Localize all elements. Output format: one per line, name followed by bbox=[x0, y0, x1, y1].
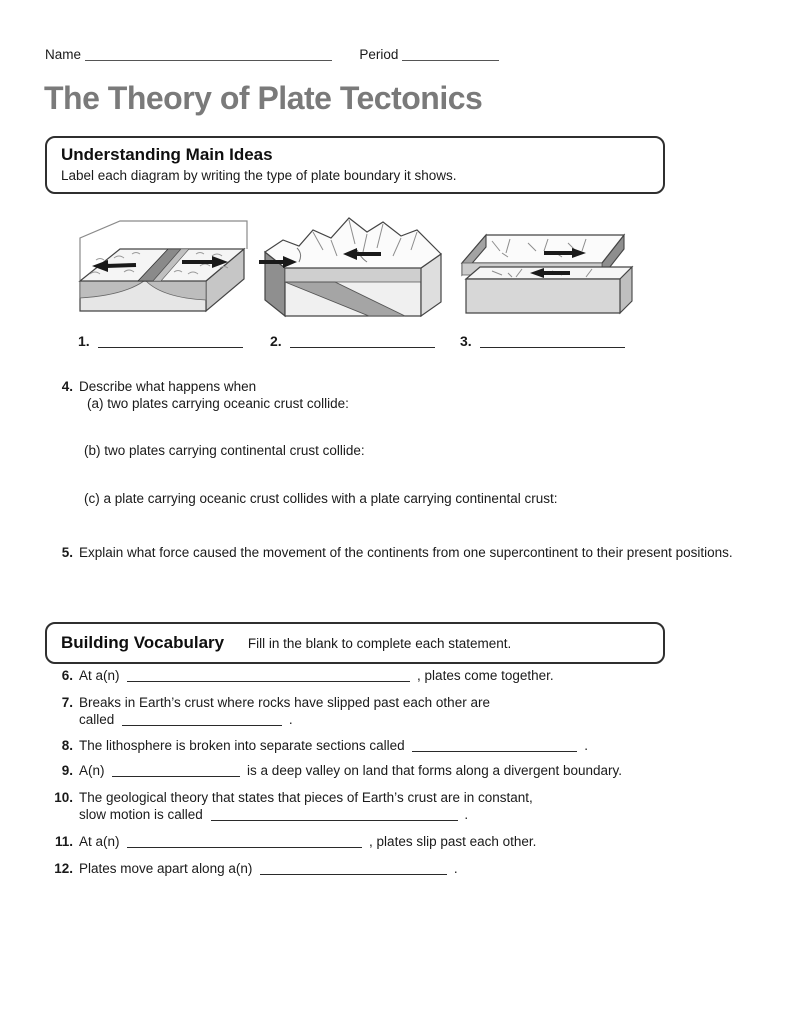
section-main-ideas-box bbox=[45, 136, 665, 194]
question-text: At a(n) bbox=[79, 834, 120, 849]
divergent-boundary-diagram bbox=[68, 216, 250, 323]
question-text: Breaks in Earth’s crust where rocks have slipped past each other are bbox=[79, 695, 490, 710]
name-period-row bbox=[45, 47, 745, 62]
section-main-ideas-heading: Understanding Main Ideas bbox=[61, 145, 273, 164]
question-number: 10. bbox=[54, 790, 73, 805]
period-label: Period bbox=[359, 47, 399, 62]
question-text: Describe what happens when bbox=[79, 379, 257, 394]
section-vocabulary-box bbox=[45, 622, 665, 664]
vocab-item-10 bbox=[45, 790, 760, 823]
answer-blank-12 bbox=[260, 863, 447, 875]
section-main-ideas-instructions: Label each diagram by writing the type of plate boundary it shows. bbox=[61, 168, 457, 183]
diagram-number: 1. bbox=[78, 333, 90, 349]
diagram-number: 3. bbox=[460, 333, 472, 349]
question-number: 8. bbox=[61, 738, 73, 753]
question-text: . bbox=[584, 738, 588, 753]
question-number: 9. bbox=[61, 763, 73, 778]
question-text: A(n) bbox=[79, 763, 105, 778]
transform-boundary-diagram bbox=[452, 227, 638, 320]
answer-blank-diagram-2 bbox=[290, 336, 435, 348]
question-text: Plates move apart along a(n) bbox=[79, 861, 253, 876]
question-text: . bbox=[464, 806, 469, 822]
answer-blank-7 bbox=[122, 714, 282, 726]
convergent-boundary-diagram bbox=[257, 210, 447, 325]
answer-blank-11 bbox=[127, 836, 362, 848]
question-4c-text: (c) a plate carrying oceanic crust collides with a plate carrying continental crust: bbox=[84, 491, 558, 506]
question-text: . bbox=[453, 861, 458, 876]
page-title: The Theory of Plate Tectonics bbox=[44, 80, 483, 116]
question-number: 11. bbox=[54, 834, 73, 849]
question-text: . bbox=[288, 711, 293, 727]
vocab-item-9 bbox=[45, 763, 760, 780]
vocab-item-7 bbox=[45, 695, 760, 728]
name-label: Name bbox=[45, 47, 82, 62]
answer-blank-diagram-3 bbox=[480, 336, 625, 348]
answer-blank-9 bbox=[112, 765, 240, 777]
question-4 bbox=[45, 379, 760, 412]
section-vocabulary-instructions: Fill in the blank to complete each statement. bbox=[247, 636, 512, 651]
diagram-label-2 bbox=[270, 333, 438, 349]
answer-blank-diagram-1 bbox=[98, 336, 243, 348]
question-number: 5. bbox=[61, 545, 73, 560]
question-text: The geological theory that states that pieces of Earth’s crust are in constant, bbox=[79, 790, 533, 805]
question-text: is a deep valley on land that forms along a divergent boundary. bbox=[247, 763, 623, 778]
diagram-label-3 bbox=[460, 333, 628, 349]
answer-blank-8 bbox=[412, 740, 577, 752]
question-number: 7. bbox=[61, 695, 73, 710]
question-text: , plates come together. bbox=[417, 668, 554, 683]
period-blank-line bbox=[402, 49, 499, 61]
question-4b-text: (b) two plates carrying continental crust collide: bbox=[84, 443, 365, 458]
vocab-item-6 bbox=[45, 668, 760, 685]
question-text: At a(n) bbox=[79, 668, 120, 683]
section-vocabulary-heading: Building Vocabulary bbox=[61, 633, 225, 652]
vocab-item-8 bbox=[45, 738, 760, 755]
answer-blank-10 bbox=[211, 809, 458, 821]
question-text: slow motion is called bbox=[79, 806, 203, 822]
question-text: called bbox=[79, 711, 115, 727]
vocab-item-12 bbox=[45, 861, 760, 878]
question-number: 4. bbox=[61, 379, 73, 394]
question-5 bbox=[45, 545, 760, 562]
diagram-label-1 bbox=[78, 333, 246, 349]
question-number: 6. bbox=[61, 668, 73, 683]
question-text: The lithosphere is broken into separate sections called bbox=[79, 738, 405, 753]
name-blank-line bbox=[85, 49, 332, 61]
question-number: 12. bbox=[54, 861, 73, 876]
answer-blank-6 bbox=[127, 670, 410, 682]
vocab-item-11 bbox=[45, 834, 760, 851]
question-4a-text: (a) two plates carrying oceanic crust collide: bbox=[87, 395, 349, 411]
question-text: , plates slip past each other. bbox=[369, 834, 537, 849]
question-text: Explain what force caused the movement of the continents from one supercontinent to their present positions. bbox=[79, 545, 733, 560]
diagram-number: 2. bbox=[270, 333, 282, 349]
